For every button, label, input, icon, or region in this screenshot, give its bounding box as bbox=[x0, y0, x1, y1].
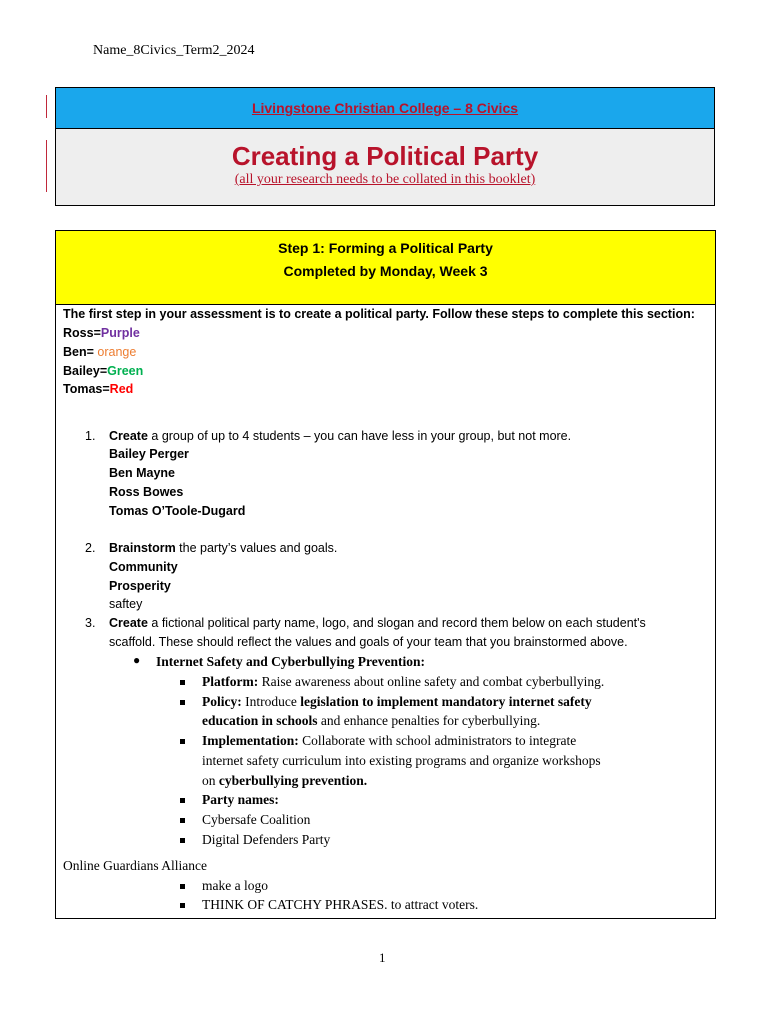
extra-party-name: Online Guardians Alliance bbox=[63, 858, 207, 873]
policy-label: Policy: bbox=[202, 694, 242, 709]
member-item: Ross Bowes bbox=[109, 485, 184, 499]
member-item: Bailey Perger bbox=[109, 447, 189, 461]
instruction-text: the party’s values and goals. bbox=[175, 541, 338, 555]
policy-line-continued bbox=[202, 713, 540, 729]
bullet-dot: ● bbox=[133, 653, 141, 667]
policy-emphasis: legislation to implement mandatory internet safety bbox=[300, 694, 592, 709]
square-bullet bbox=[180, 903, 185, 908]
step-heading bbox=[56, 231, 715, 305]
college-name: Livingstone Christian College – 8 Civics bbox=[251, 100, 519, 116]
color-assignment bbox=[63, 382, 133, 396]
intro-text: The first step in your assessment is to create a political party. Follow these steps to complete this section: bbox=[63, 307, 695, 321]
color-word: Green bbox=[107, 364, 144, 378]
square-bullet bbox=[180, 798, 185, 803]
instruction-text: a group of up to 4 students – you can have less in your group, but not more. bbox=[147, 429, 572, 443]
implementation-line-continued: internet safety curriculum into existing programs and organize workshops bbox=[202, 753, 601, 768]
page-subtitle: (all your research needs to be collated in this booklet) bbox=[234, 172, 536, 187]
platform-label: Platform: bbox=[202, 674, 259, 689]
topic-heading: Internet Safety and Cyberbullying Prevention: bbox=[156, 654, 425, 669]
title-box bbox=[55, 87, 715, 206]
color-word: Purple bbox=[100, 326, 140, 340]
square-bullet bbox=[180, 680, 185, 685]
platform-text: Raise awareness about online safety and combat cyberbullying. bbox=[258, 674, 605, 689]
member-item: Tomas O’Toole-Dugard bbox=[109, 504, 246, 518]
value-item: Prosperity bbox=[109, 579, 171, 593]
step-1-box bbox=[55, 230, 716, 919]
page-title: Creating a Political Party bbox=[231, 141, 539, 171]
party-names-label: Party names: bbox=[202, 792, 279, 807]
member-name: Bailey= bbox=[63, 364, 108, 378]
square-bullet bbox=[180, 700, 185, 705]
square-bullet bbox=[180, 884, 185, 889]
instruction-verb: Create bbox=[109, 429, 148, 443]
revision-mark bbox=[46, 140, 47, 192]
color-assignment bbox=[63, 345, 136, 359]
square-bullet bbox=[180, 838, 185, 843]
list-item-3-continued: scaffold. These should reflect the values and goals of your team that you brainstormed above. bbox=[109, 635, 628, 649]
todo-item: THINK OF CATCHY PHRASES. to attract voters. bbox=[202, 897, 479, 912]
list-number: 1. bbox=[85, 429, 96, 443]
implementation-text: on bbox=[202, 773, 219, 788]
college-banner bbox=[56, 88, 714, 129]
value-item: Community bbox=[109, 560, 178, 574]
list-number: 3. bbox=[85, 616, 96, 630]
title-panel bbox=[56, 129, 714, 205]
platform-line bbox=[202, 674, 604, 690]
instruction-text: a fictional political party name, logo, and slogan and record them below on each student's bbox=[147, 616, 646, 630]
page-number: 1 bbox=[379, 950, 386, 965]
square-bullet bbox=[180, 818, 185, 823]
step-title: Step 1: Forming a Political Party bbox=[278, 240, 493, 256]
color-assignment bbox=[63, 364, 143, 378]
value-item: saftey bbox=[109, 597, 143, 611]
member-name: Ross= bbox=[63, 326, 101, 340]
policy-line bbox=[202, 694, 592, 710]
implementation-text: Collaborate with school administrators to integrate bbox=[298, 733, 577, 748]
instruction-verb: Create bbox=[109, 616, 148, 630]
implementation-line-continued bbox=[202, 773, 367, 789]
step-deadline: Completed by Monday, Week 3 bbox=[283, 263, 488, 279]
todo-item: make a logo bbox=[202, 878, 268, 893]
list-number: 2. bbox=[85, 541, 96, 555]
color-word: Red bbox=[109, 382, 134, 396]
revision-mark bbox=[46, 95, 47, 118]
list-item-3 bbox=[109, 616, 646, 630]
color-assignment bbox=[63, 326, 140, 340]
party-name-item: Digital Defenders Party bbox=[202, 832, 331, 847]
square-bullet bbox=[180, 739, 185, 744]
implementation-emphasis: cyberbullying prevention. bbox=[218, 773, 368, 788]
document-name: Name_8Civics_Term2_2024 bbox=[93, 43, 255, 58]
party-name-item: Cybersafe Coalition bbox=[202, 812, 311, 827]
implementation-line bbox=[202, 733, 576, 749]
policy-text: Introduce bbox=[241, 694, 301, 709]
policy-text: and enhance penalties for cyberbullying. bbox=[317, 713, 541, 728]
policy-emphasis: education in schools bbox=[202, 713, 318, 728]
color-word: orange bbox=[97, 345, 137, 359]
member-item: Ben Mayne bbox=[109, 466, 175, 480]
list-item-2 bbox=[109, 541, 337, 555]
member-name: Ben= bbox=[63, 345, 98, 359]
member-name: Tomas= bbox=[63, 382, 110, 396]
instruction-verb: Brainstorm bbox=[109, 541, 176, 555]
list-item-1 bbox=[109, 429, 571, 443]
implementation-label: Implementation: bbox=[202, 733, 299, 748]
